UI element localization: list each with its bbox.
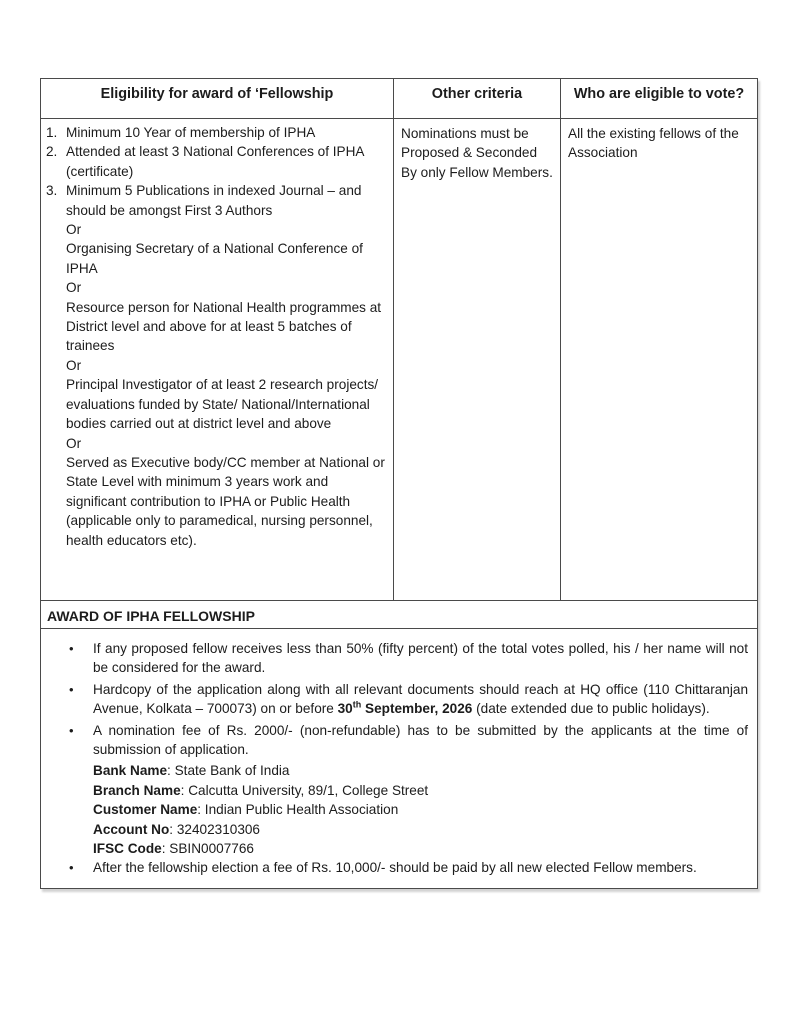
deadline-ordinal: th [352,699,362,710]
branch-name-value: : Calcutta University, 89/1, College Street [180,782,429,798]
other-criteria-cell [394,119,561,601]
item-number: 2. [46,144,58,160]
bank-details-block [93,761,748,858]
eligibility-item-1-text: Minimum 10 Year of membership of IPHA [66,125,316,140]
customer-name-line [93,800,748,819]
or-separator: Or [66,222,82,238]
hardcopy-after: (date extended due to public holidays). [472,701,710,717]
ifsc-code-line [93,839,748,858]
eligibility-item-1 [46,123,389,142]
account-no-label: Account No [93,821,170,837]
or-separator: Or [66,280,82,296]
header-eligibility-fellowship: Eligibility for award of ‘Fellowship [41,79,394,119]
branch-name-label: Branch Name [93,782,181,798]
bullet-icon: • [69,722,74,738]
eligibility-item-3-principal-investigator: Principal Investigator of at least 2 research projects/ evaluations funded by State/ National/International bodies carried out at district level and above [66,377,379,432]
bullet-icon: • [69,681,74,697]
table-body-row [41,119,758,601]
eligibility-item-2-text: Attended at least 3 National Conferences of IPHA (certificate) [66,144,364,179]
eligibility-criteria-cell [41,119,394,601]
votes-threshold-text: If any proposed fellow receives less than 50% (fifty percent) of the total votes polled, his / her name will not be considered for the award. [93,641,748,676]
bullet-nomination-fee [69,721,748,760]
award-details-row [41,629,758,889]
header-other-criteria: Other criteria [394,79,561,119]
ifsc-code-value: : SBIN0007766 [161,841,254,857]
bullet-icon: • [69,641,74,656]
election-fee-text: After the fellowship election a fee of Rs. 10,000/- should be paid by all new elected Fellow members. [93,860,697,876]
deadline-day: 30 [337,701,353,717]
customer-name-value: : Indian Public Health Association [197,802,399,818]
account-no-line [93,820,748,839]
bullet-hardcopy-deadline [69,680,748,719]
bank-name-value: : State Bank of India [167,763,290,779]
award-details-cell [41,629,758,889]
eligibility-item-3-executive-body: Served as Executive body/CC member at National or State Level with minimum 3 years work and significant contribution to IPHA or Public Health (applicable only to paramedical, nursing personnel, health educators etc). [66,454,385,548]
award-title-row [41,601,758,629]
eligibility-item-2 [46,142,389,181]
deadline-date [338,701,473,716]
award-title: AWARD OF IPHA FELLOWSHIP [41,601,758,629]
bullet-icon: • [69,860,74,876]
eligible-voters-text: All the existing fellows of the Association [568,126,739,161]
eligible-voters-cell [561,119,758,601]
item-number: 1. [46,125,58,140]
or-separator: Or [66,435,82,451]
other-criteria-text: Nominations must be Proposed & Seconded By only Fellow Members. [401,126,553,180]
eligibility-item-3-publications: Minimum 5 Publications in indexed Journal – and should be amongst First 3 Authors [66,183,362,218]
bank-name-line [93,761,748,780]
table-header-row [41,79,758,119]
hardcopy-deadline-text [93,680,748,719]
account-no-value: : 32402310306 [169,821,260,837]
branch-name-line [93,781,748,800]
or-separator: Or [66,357,82,373]
eligibility-item-3-resource-person: Resource person for National Health programmes at District level and above for at least 5 batches of trainees [66,299,382,354]
header-who-eligible-vote: Who are eligible to vote? [561,79,758,119]
hardcopy-before: Hardcopy of the application along with all relevant documents should reach at HQ office (110 Chittaranjan Avenue, Kolkata – 700073) on or before [93,681,748,717]
eligibility-item-3 [46,181,389,550]
nomination-fee-text: A nomination fee of Rs. 2000/- (non-refundable) has to be submitted by the applicants at the time of submission of application. [93,722,748,758]
bank-name-label: Bank Name [93,763,168,779]
bullet-election-fee [69,858,748,877]
fellowship-eligibility-table [40,78,758,889]
item-number: 3. [46,183,58,199]
deadline-month-year: September, 2026 [361,701,473,717]
customer-name-label: Customer Name [93,802,198,818]
ifsc-code-label: IFSC Code [93,841,162,857]
bullet-votes-threshold [69,639,748,678]
eligibility-item-3-organising-secretary: Organising Secretary of a National Conference of IPHA [66,241,363,276]
